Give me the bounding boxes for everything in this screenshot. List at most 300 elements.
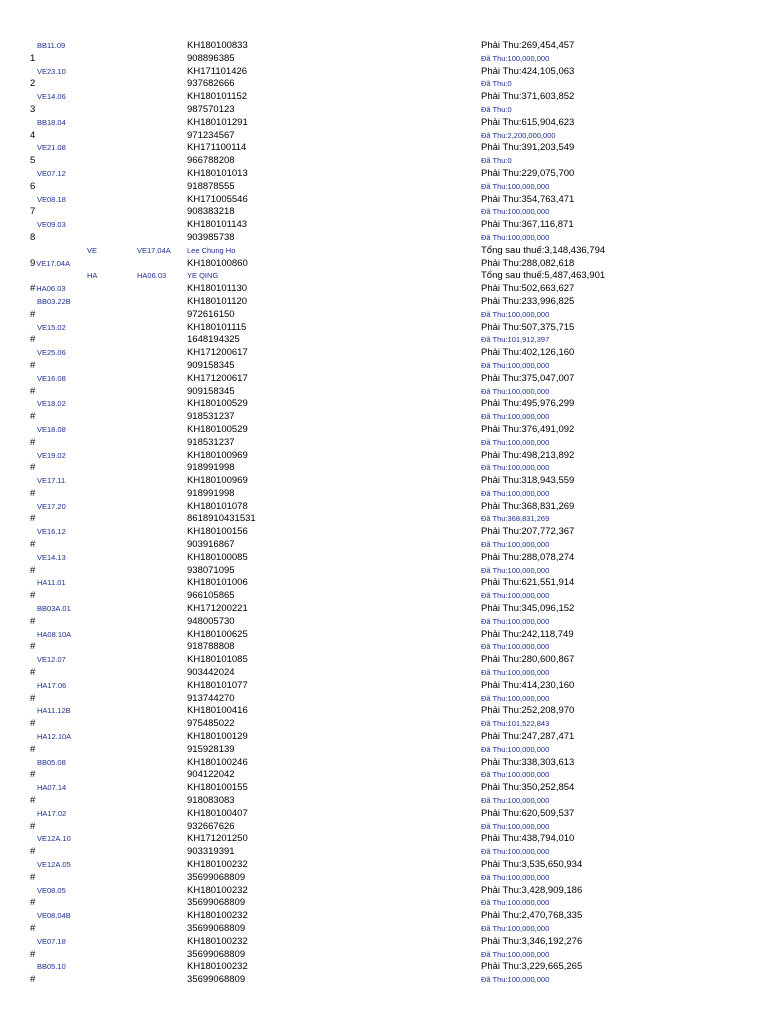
amount-paid: Đã Thu:100,000,000 bbox=[481, 642, 550, 652]
unit-code: VE25.06 bbox=[37, 348, 66, 358]
customer-id: 35699068809 bbox=[187, 974, 246, 986]
customer-id: KH180101013 bbox=[187, 167, 248, 179]
customer-id: 35699068809 bbox=[187, 897, 246, 909]
table-row bbox=[0, 744, 768, 757]
amount-paid: Đã Thu:100,000,000 bbox=[481, 898, 550, 908]
table-row bbox=[0, 782, 768, 795]
customer-id: 918991998 bbox=[187, 487, 235, 499]
amount-receivable: Phải Thu:345,096,152 bbox=[481, 603, 575, 615]
table-row bbox=[0, 258, 768, 271]
amount-receivable: Phải Thu:507,375,715 bbox=[481, 321, 575, 333]
table-row bbox=[0, 526, 768, 539]
amount-receivable: Phải Thu:338,303,613 bbox=[481, 756, 575, 768]
customer-id: 918991998 bbox=[187, 462, 235, 474]
unit-code: VE15.02 bbox=[37, 322, 66, 332]
row-index: # bbox=[30, 692, 36, 704]
row-index: # bbox=[30, 436, 36, 448]
unit-code: VE23.10 bbox=[37, 66, 66, 76]
row-index: # bbox=[30, 820, 36, 832]
unit-code: VE18.02 bbox=[37, 399, 66, 409]
building-code: VE bbox=[87, 245, 98, 255]
amount-paid: Đã Thu:100,000,000 bbox=[481, 565, 550, 575]
unit-code: BB18.04 bbox=[37, 117, 66, 127]
customer-name: YE QING bbox=[187, 271, 219, 281]
row-index: # bbox=[30, 871, 36, 883]
amount-receivable: Phải Thu:288,078,274 bbox=[481, 551, 575, 563]
row-index: # bbox=[30, 385, 36, 397]
amount-receivable: Phải Thu:247,287,471 bbox=[481, 731, 575, 743]
customer-id: KH180100407 bbox=[187, 807, 248, 819]
table-row bbox=[0, 731, 768, 744]
amount-paid: Đã Thu:368,831,269 bbox=[481, 514, 550, 524]
row-index: 7 bbox=[30, 206, 36, 218]
unit-code: VE14.13 bbox=[37, 552, 66, 562]
customer-id: 971234567 bbox=[187, 129, 235, 141]
unit-code: HA11.01 bbox=[37, 578, 66, 588]
customer-id: KH180100969 bbox=[187, 449, 248, 461]
amount-receivable: Phải Thu:376,491,092 bbox=[481, 423, 575, 435]
table-row bbox=[0, 437, 768, 450]
amount-receivable: Phải Thu:367,116,871 bbox=[481, 219, 574, 231]
row-index: # bbox=[30, 667, 36, 679]
amount-paid: Đã Thu:100,000,000 bbox=[481, 975, 550, 985]
customer-id: KH171200617 bbox=[187, 372, 248, 384]
unit-code: VE18.08 bbox=[37, 424, 66, 434]
unit-code: VE16.12 bbox=[37, 527, 66, 537]
row-index: # bbox=[30, 769, 36, 781]
amount-paid: Đã Thu:100,000,000 bbox=[481, 796, 550, 806]
customer-id: 937682666 bbox=[187, 78, 235, 90]
customer-id: KH180101291 bbox=[187, 116, 248, 128]
row-index: # bbox=[30, 590, 36, 602]
amount-receivable: Phải Thu:3,535,650,934 bbox=[481, 859, 583, 870]
customer-id: KH171201250 bbox=[187, 833, 248, 845]
unit-code: VE17.20 bbox=[37, 501, 66, 511]
row-index: # bbox=[30, 359, 36, 371]
amount-receivable: Phải Thu:620,509,537 bbox=[481, 807, 575, 819]
unit-code: VE07.12 bbox=[37, 168, 66, 178]
amount-paid: Đã Thu:100,000,000 bbox=[481, 744, 550, 754]
amount-paid: Đã Thu:100,000,000 bbox=[481, 668, 550, 678]
customer-id: KH171101426 bbox=[187, 65, 248, 77]
amount-receivable: Phải Thu:402,126,160 bbox=[481, 347, 575, 359]
amount-receivable: Phải Thu:502,663,627 bbox=[481, 283, 575, 295]
table-row bbox=[0, 424, 768, 437]
amount-paid: Đã Thu:0 bbox=[481, 79, 512, 89]
amount-receivable: Phải Thu:3,229,665,265 bbox=[481, 961, 583, 973]
table-row bbox=[0, 322, 768, 335]
table-row bbox=[0, 155, 768, 168]
row-index: 2 bbox=[30, 78, 36, 90]
customer-id: 909158345 bbox=[187, 385, 235, 397]
table-row bbox=[0, 590, 768, 603]
customer-id: 915928139 bbox=[187, 743, 235, 755]
unit-code: VE12.07 bbox=[37, 655, 66, 665]
customer-id: 904122042 bbox=[187, 769, 235, 781]
amount-paid: Đã Thu:2,200,000,000 bbox=[481, 130, 556, 140]
customer-id: KH180100625 bbox=[187, 628, 248, 640]
amount-paid: Đã Thu:100,000,000 bbox=[481, 923, 550, 933]
row-index: # bbox=[30, 411, 36, 423]
customer-id: KH180100129 bbox=[187, 731, 248, 743]
customer-id: 35699068809 bbox=[187, 948, 246, 960]
customer-id: KH180101078 bbox=[187, 500, 248, 512]
table-row bbox=[0, 629, 768, 642]
row-index: 8 bbox=[30, 231, 36, 243]
customer-id: 918788808 bbox=[187, 641, 235, 653]
customer-id: KH171200617 bbox=[187, 347, 248, 359]
table-row bbox=[0, 795, 768, 808]
customer-id: 913744270 bbox=[187, 692, 235, 704]
amount-receivable: Phải Thu:424,105,063 bbox=[481, 65, 575, 77]
customer-id: 918531237 bbox=[187, 411, 235, 423]
row-index bbox=[30, 258, 70, 271]
row-index: # bbox=[30, 539, 36, 551]
customer-id: 948005730 bbox=[187, 615, 235, 627]
unit-code: VE19.02 bbox=[37, 450, 66, 460]
amount-paid: Đã Thu:0 bbox=[481, 104, 512, 114]
table-row bbox=[0, 386, 768, 399]
amount-paid: Đã Thu:100,000,000 bbox=[481, 232, 550, 242]
table-row bbox=[0, 398, 768, 411]
customer-id: KH180101120 bbox=[187, 295, 248, 307]
amount-paid: Đã Thu:100,000,000 bbox=[481, 412, 550, 422]
table-row bbox=[0, 872, 768, 885]
amount-paid: Đã Thu:100,000,000 bbox=[481, 616, 550, 626]
amount-paid: Đã Thu:100,000,000 bbox=[481, 872, 550, 882]
row-index: # bbox=[30, 948, 36, 960]
amount-receivable: Phải Thu:391,203,549 bbox=[481, 142, 575, 154]
amount-paid: Đã Thu:100,000,000 bbox=[481, 463, 550, 473]
table-row bbox=[0, 577, 768, 590]
table-row bbox=[0, 667, 768, 680]
table-row bbox=[0, 501, 768, 514]
table-row bbox=[0, 910, 768, 923]
amount-paid: Đã Thu:100,000,000 bbox=[481, 693, 550, 703]
customer-name: Lee Chung Ho bbox=[187, 245, 236, 255]
amount-receivable: Phải Thu:233,996,825 bbox=[481, 295, 575, 307]
customer-id: KH180101085 bbox=[187, 654, 248, 666]
row-index: # bbox=[30, 308, 36, 320]
amount-paid: Đã Thu:100,000,000 bbox=[481, 53, 550, 63]
row-index: # bbox=[30, 564, 36, 576]
table-row bbox=[0, 66, 768, 79]
unit-code: VE12A.10 bbox=[37, 834, 71, 844]
row-index: # bbox=[30, 334, 36, 346]
amount-paid: Đã Thu:101,912,397 bbox=[481, 335, 550, 345]
customer-id: 35699068809 bbox=[187, 871, 246, 883]
customer-id: 909158345 bbox=[187, 359, 235, 371]
table-row bbox=[0, 808, 768, 821]
unit-code: VE17.11 bbox=[37, 476, 66, 486]
amount-receivable: Phải Thu:3,428,909,186 bbox=[481, 884, 583, 896]
customer-id: 908383218 bbox=[187, 206, 235, 218]
table-row bbox=[0, 245, 768, 258]
customer-id: KH171200221 bbox=[187, 603, 248, 615]
row-index: 3 bbox=[30, 103, 36, 115]
table-row bbox=[0, 360, 768, 373]
table-row bbox=[0, 296, 768, 309]
table-row bbox=[0, 53, 768, 66]
table-row bbox=[0, 219, 768, 232]
unit-code: HA06.03 bbox=[36, 284, 66, 294]
amount-receivable: Phải Thu:2,470,768,335 bbox=[481, 910, 583, 922]
amount-paid: Đã Thu:100,000,000 bbox=[481, 488, 550, 498]
amount-receivable: Phải Thu:350,252,854 bbox=[481, 782, 575, 794]
unit-code: HA12.10A bbox=[37, 732, 72, 742]
table-row bbox=[0, 961, 768, 974]
amount-receivable: Phải Thu:498,213,892 bbox=[481, 449, 575, 461]
customer-id: KH180101152 bbox=[187, 91, 248, 103]
amount-receivable: Phải Thu:318,943,559 bbox=[481, 475, 575, 487]
table-row bbox=[0, 194, 768, 207]
customer-id: KH180100246 bbox=[187, 756, 248, 768]
table-row bbox=[0, 347, 768, 360]
amount-paid: Đã Thu:100,000,000 bbox=[481, 360, 550, 370]
customer-id: 918083083 bbox=[187, 795, 235, 807]
row-index: # bbox=[30, 922, 36, 934]
table-row bbox=[0, 654, 768, 667]
table-row bbox=[0, 40, 768, 53]
unit-code: VE12A.05 bbox=[37, 860, 71, 869]
table-row bbox=[0, 859, 768, 872]
customer-id: 938071095 bbox=[187, 564, 235, 576]
amount-paid: Đã Thu:100,000,000 bbox=[481, 437, 550, 447]
table-row bbox=[0, 373, 768, 386]
table-row bbox=[0, 603, 768, 616]
row-index: # bbox=[30, 795, 36, 807]
row-index: # bbox=[30, 615, 36, 627]
customer-id: 1648194325 bbox=[187, 334, 240, 346]
unit-code: BB03.22B bbox=[37, 296, 71, 306]
table-row bbox=[0, 78, 768, 91]
unit-code: BB03A.01 bbox=[37, 604, 71, 614]
customer-id: 903985738 bbox=[187, 231, 235, 243]
table-row bbox=[0, 270, 768, 283]
amount-paid: Đã Thu:100,000,000 bbox=[481, 181, 550, 191]
customer-id: KH180100085 bbox=[187, 551, 248, 563]
unit-code: VE21.08 bbox=[37, 143, 66, 153]
amount-receivable: Phải Thu:615,904,623 bbox=[481, 116, 575, 128]
amount-paid: Đã Thu:100,000,000 bbox=[481, 540, 550, 550]
customer-id: KH171005546 bbox=[187, 193, 248, 205]
table-row bbox=[0, 565, 768, 578]
customer-id: KH180100232 bbox=[187, 961, 248, 973]
customer-id: KH180100232 bbox=[187, 910, 248, 922]
customer-id: KH180100155 bbox=[187, 782, 248, 794]
unit-code: HA08.10A bbox=[37, 629, 72, 639]
unit-code: VE08.05 bbox=[37, 885, 66, 895]
table-row bbox=[0, 91, 768, 104]
unit-code: VE08.18 bbox=[37, 194, 66, 204]
table-row bbox=[0, 334, 768, 347]
amount-receivable: Phải Thu:252,208,970 bbox=[481, 705, 575, 717]
row-index: 4 bbox=[30, 129, 36, 141]
customer-id: 918878555 bbox=[187, 180, 235, 192]
table-row bbox=[0, 718, 768, 731]
row-index: 5 bbox=[30, 155, 36, 167]
table-row bbox=[0, 897, 768, 910]
customer-id: 903916867 bbox=[187, 539, 235, 551]
customer-id: KH180100232 bbox=[187, 859, 248, 870]
table-row bbox=[0, 462, 768, 475]
table-row bbox=[0, 488, 768, 501]
unit-code: VE17.04A bbox=[137, 245, 171, 255]
row-index-number: 9 bbox=[30, 257, 36, 269]
customer-id: KH180101006 bbox=[187, 577, 248, 589]
unit-code: BB11.09 bbox=[37, 41, 66, 50]
spreadsheet-sheet bbox=[0, 40, 768, 987]
table-row bbox=[0, 923, 768, 936]
table-row bbox=[0, 757, 768, 770]
table-row bbox=[0, 552, 768, 565]
amount-receivable: Phải Thu:207,772,367 bbox=[481, 526, 575, 538]
amount-receivable: Tổng sau thuế:3,148,436,794 bbox=[481, 244, 606, 256]
table-row bbox=[0, 769, 768, 782]
unit-code: BB05.08 bbox=[37, 757, 66, 767]
unit-code: VE17.04A bbox=[36, 258, 71, 268]
table-row bbox=[0, 936, 768, 949]
customer-id: KH180101115 bbox=[187, 321, 247, 333]
customer-id: 908896385 bbox=[187, 52, 235, 64]
row-index: # bbox=[30, 846, 36, 858]
customer-id: KH180100156 bbox=[187, 526, 248, 538]
table-row bbox=[0, 283, 768, 296]
amount-receivable: Phải Thu:354,763,471 bbox=[481, 193, 575, 205]
amount-paid: Đã Thu:100,000,000 bbox=[481, 386, 550, 396]
customer-id: KH180100232 bbox=[187, 935, 248, 947]
amount-receivable: Phải Thu:269,454,457 bbox=[481, 40, 575, 51]
customer-id: KH171100114 bbox=[187, 142, 247, 154]
customer-id: 903319391 bbox=[187, 846, 235, 858]
amount-paid: Đã Thu:100,000,000 bbox=[481, 821, 550, 831]
unit-code: VE09.03 bbox=[37, 220, 66, 230]
building-code: HA bbox=[87, 271, 98, 281]
table-row bbox=[0, 693, 768, 706]
customer-id: 918531237 bbox=[187, 436, 235, 448]
customer-id: 966788208 bbox=[187, 155, 235, 167]
amount-receivable: Phải Thu:438,794,010 bbox=[481, 833, 575, 845]
row-index: # bbox=[30, 718, 36, 730]
amount-paid: Đã Thu:100,000,000 bbox=[481, 770, 550, 780]
row-index: # bbox=[30, 897, 36, 909]
row-index bbox=[30, 283, 65, 296]
customer-id: 987570123 bbox=[187, 103, 235, 115]
row-index: # bbox=[30, 641, 36, 653]
customer-id: KH180101077 bbox=[187, 679, 248, 691]
unit-code: HA07.14 bbox=[37, 783, 67, 793]
table-row bbox=[0, 833, 768, 846]
table-row bbox=[0, 539, 768, 552]
customer-id: KH180100529 bbox=[187, 423, 248, 435]
amount-receivable: Tổng sau thuế:5,487,463,901 bbox=[481, 270, 606, 282]
unit-code: BB05.10 bbox=[37, 962, 66, 972]
amount-receivable: Phải Thu:621,551,914 bbox=[481, 577, 575, 589]
unit-code: VE14.06 bbox=[37, 92, 66, 102]
table-row bbox=[0, 117, 768, 130]
table-row bbox=[0, 821, 768, 834]
amount-paid: Đã Thu:100,000,000 bbox=[481, 847, 550, 857]
amount-paid: Đã Thu:100,000,000 bbox=[481, 591, 550, 601]
table-row bbox=[0, 168, 768, 181]
amount-receivable: Phải Thu:288,082,618 bbox=[481, 257, 575, 269]
amount-receivable: Phải Thu:368,831,269 bbox=[481, 500, 575, 512]
amount-receivable: Phải Thu:375,047,007 bbox=[481, 372, 575, 384]
table-row bbox=[0, 206, 768, 219]
table-row bbox=[0, 680, 768, 693]
customer-id: KH180100860 bbox=[187, 257, 248, 269]
row-index: # bbox=[30, 462, 36, 474]
table-row bbox=[0, 130, 768, 143]
row-index: 1 bbox=[30, 52, 36, 64]
amount-paid: Đã Thu:100,000,000 bbox=[481, 207, 550, 217]
customer-id: 8618910431531 bbox=[187, 513, 256, 525]
table-row bbox=[0, 142, 768, 155]
row-index-number: # bbox=[30, 283, 36, 295]
table-row bbox=[0, 846, 768, 859]
table-row bbox=[0, 885, 768, 898]
customer-id: 903442024 bbox=[187, 667, 235, 679]
amount-receivable: Phải Thu:495,976,299 bbox=[481, 398, 575, 410]
customer-id: KH180100416 bbox=[187, 705, 248, 717]
table-row bbox=[0, 705, 768, 718]
customer-id: KH180100833 bbox=[187, 40, 248, 51]
amount-receivable: Phải Thu:229,075,700 bbox=[481, 167, 575, 179]
amount-paid: Đã Thu:100,000,000 bbox=[481, 949, 550, 959]
table-row bbox=[0, 450, 768, 463]
amount-receivable: Phải Thu:371,603,852 bbox=[481, 91, 575, 103]
unit-code: VE07.18 bbox=[37, 936, 66, 946]
amount-receivable: Phải Thu:414,230,160 bbox=[481, 679, 575, 691]
amount-paid: Đã Thu:101,522,843 bbox=[481, 719, 550, 729]
table-row bbox=[0, 104, 768, 117]
row-index: # bbox=[30, 487, 36, 499]
row-index: # bbox=[30, 974, 36, 986]
table-row bbox=[0, 232, 768, 245]
customer-id: 972616150 bbox=[187, 308, 235, 320]
table-row bbox=[0, 513, 768, 526]
table-row bbox=[0, 641, 768, 654]
table-row bbox=[0, 616, 768, 629]
unit-code: HA06.03 bbox=[137, 271, 167, 281]
customer-id: KH180100969 bbox=[187, 475, 248, 487]
amount-paid: Đã Thu:0 bbox=[481, 156, 512, 166]
customer-id: 966105865 bbox=[187, 590, 235, 602]
row-index: # bbox=[30, 513, 36, 525]
row-index: # bbox=[30, 743, 36, 755]
customer-id: 975485022 bbox=[187, 718, 235, 730]
amount-receivable: Phải Thu:280,600,867 bbox=[481, 654, 575, 666]
table-row bbox=[0, 411, 768, 424]
table-row bbox=[0, 309, 768, 322]
customer-id: 932667626 bbox=[187, 820, 235, 832]
customer-id: KH180100529 bbox=[187, 398, 248, 410]
table-row bbox=[0, 475, 768, 488]
row-index: 6 bbox=[30, 180, 36, 192]
customer-id: KH180101143 bbox=[187, 219, 248, 231]
customer-id: KH180100232 bbox=[187, 884, 248, 896]
amount-paid: Đã Thu:100,000,000 bbox=[481, 309, 550, 319]
unit-code: VE08.04B bbox=[37, 911, 71, 921]
table-row bbox=[0, 949, 768, 962]
unit-code: HA17.02 bbox=[37, 808, 67, 818]
amount-receivable: Phải Thu:3,346,192,276 bbox=[481, 935, 583, 947]
unit-code: HA11.12B bbox=[37, 706, 71, 716]
unit-code: HA17.06 bbox=[37, 680, 67, 690]
table-row bbox=[0, 974, 768, 987]
table-row bbox=[0, 181, 768, 194]
customer-id: 35699068809 bbox=[187, 922, 246, 934]
